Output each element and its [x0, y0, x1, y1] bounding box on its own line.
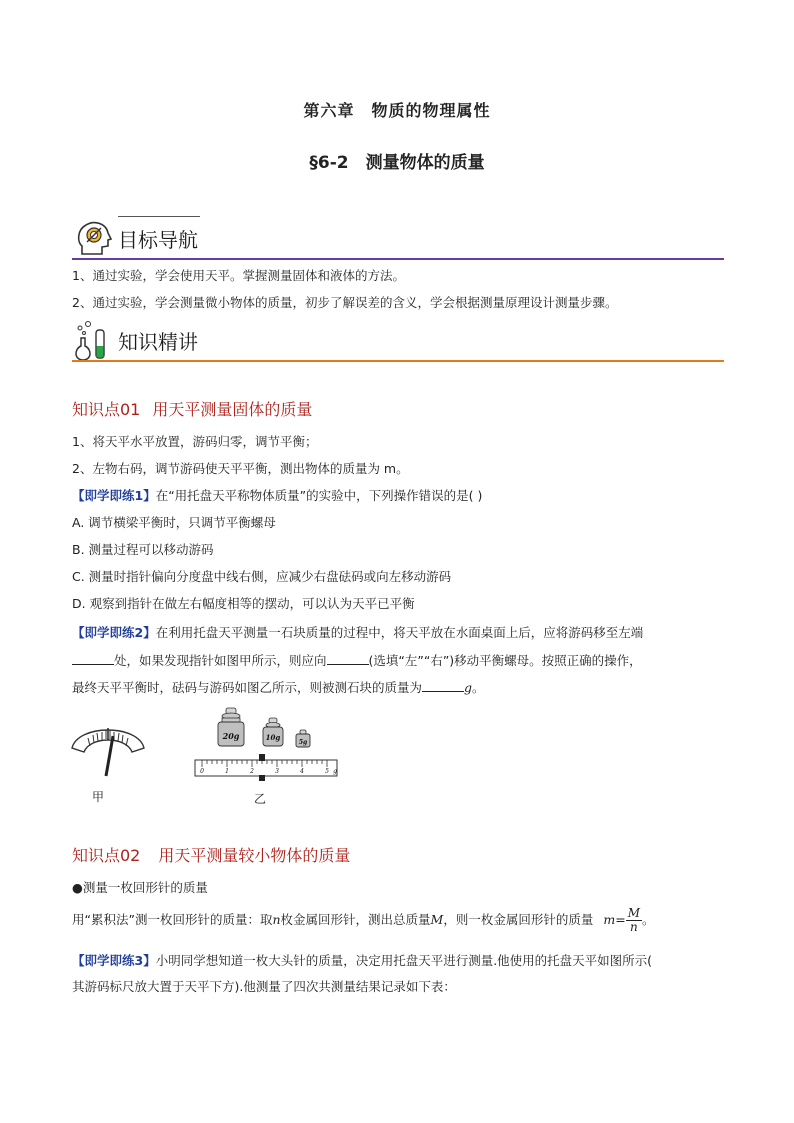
- weights-scale-figure: [190, 706, 350, 786]
- fraction-numerator: M: [627, 906, 640, 920]
- goals-rule: [72, 258, 724, 260]
- var-m: m: [603, 912, 616, 927]
- scale-tick-label: 5: [325, 768, 329, 775]
- var-M: M: [430, 912, 444, 927]
- weight-20g: [218, 708, 244, 746]
- exercise-2-line-2: [72, 651, 724, 671]
- kp2-bullet: ●测量一枚回形针的质量: [72, 880, 208, 895]
- kp2-number: 知识点02: [72, 846, 141, 865]
- exercise-1-option-d: D. 观察到指针在做左右幅度相等的摆动，可以认为天平已平衡: [72, 596, 415, 611]
- section-title: §6-2 测量物体的质量: [309, 153, 485, 173]
- scale-tick-label: 2: [250, 768, 254, 775]
- scale-tick-label: 1: [225, 768, 229, 775]
- exercise-2-line-3: [72, 678, 724, 698]
- dial-pointer-figure: [68, 718, 148, 782]
- goals-heading: 目标导航: [118, 228, 198, 252]
- kp1-step-2: 2、左物右码，调节游码使天平平衡，测出物体的质量为 m。: [72, 461, 409, 476]
- knowledge-rule: [72, 360, 724, 362]
- answer-blank: [422, 679, 464, 692]
- exercise-2-line-1: [72, 623, 724, 643]
- knowledge-heading: 知识精讲: [118, 330, 198, 354]
- flask-icon: [72, 320, 112, 362]
- answer-blank: [72, 652, 114, 665]
- exercise-1-text: 在“用托盘天平称物体质量”的实验中，下列操作错误的是( ): [155, 488, 483, 503]
- goals-section-header: [72, 216, 724, 260]
- exercise-2-tag: 【即学即练2】: [72, 625, 156, 640]
- head-target-icon: [74, 218, 114, 258]
- kp1-step-1: 1、将天平水平放置，游码归零，调节平衡；: [72, 434, 318, 449]
- scale-tick-label: 3: [275, 768, 279, 775]
- exercise-2-text-1: 在利用托盘天平测量一石块质量的过程中，将天平放在水面桌面上后，应将游码移至左端: [155, 625, 644, 640]
- var-n: n: [272, 912, 281, 927]
- kp2-title: [72, 843, 350, 866]
- period: 。: [472, 680, 485, 695]
- weight-10g-label: 10g: [265, 733, 281, 742]
- caption-jia: 甲: [92, 790, 105, 804]
- kp2-title-text: 用天平测量较小物体的质量: [158, 846, 351, 865]
- goals-top-rule: [118, 216, 200, 217]
- chapter-title: 第六章 物质的物理属性: [303, 101, 491, 120]
- kp1-title-text: 用天平测量固体的质量: [152, 400, 313, 419]
- kp2-method: [72, 906, 724, 934]
- exercise-3-tag: 【即学即练3】: [72, 953, 156, 968]
- fraction-M-over-n: [626, 907, 642, 934]
- exercise-2-text-3: 最终天平平衡时，砝码与游码如图乙所示，则被测石块的质量为: [72, 680, 423, 695]
- knowledge-section-header: [72, 318, 724, 362]
- method-text-a: 用“累积法”测一枚回形针的质量：取: [72, 912, 273, 927]
- weight-5g-label: 5g: [298, 739, 308, 746]
- rider-scale-bar: [195, 760, 337, 776]
- weight-10g: [263, 718, 283, 746]
- exercise-3-text-1: 小明同学想知道一枚大头针的质量，决定用托盘天平进行测量.他使用的托盘天平如图所示(: [155, 953, 653, 968]
- method-text-c: ，则一枚金属回形针的质量: [443, 912, 594, 927]
- weight-5g: [296, 730, 310, 747]
- exercise-2-text-2a: 处，如果发现指针如图甲所示，则应向: [114, 653, 327, 668]
- scale-tick-label: 0: [200, 768, 204, 775]
- method-text-b: 枚金属回形针，测出总质量: [280, 912, 431, 927]
- goal-item-2: 2、通过实验，学会测量微小物体的质量，初步了解误差的含义，学会根据测量原理设计测量步骤。: [72, 295, 618, 310]
- period: 。: [641, 912, 655, 927]
- fraction-denominator: n: [629, 920, 638, 934]
- scale-tick-label: g: [333, 768, 337, 775]
- kp1-number: 知识点01: [72, 400, 141, 419]
- answer-blank: [327, 652, 369, 665]
- caption-yi: 乙: [254, 792, 267, 806]
- kp1-title: [72, 397, 312, 420]
- rider-bottom: [259, 775, 265, 781]
- exercise-1-option-b: B. 测量过程可以移动游码: [72, 542, 214, 557]
- goal-item-1: 1、通过实验，学会使用天平。掌握测量固体和液体的方法。: [72, 268, 405, 283]
- exercise-3-line-1: [72, 951, 724, 971]
- exercise-1-option-c: C. 测量时指针偏向分度盘中线右侧，应减少右盘砝码或向左移动游码: [72, 569, 452, 584]
- exercise-1-tag: 【即学即练1】: [72, 488, 156, 503]
- weight-20g-label: 20g: [222, 731, 240, 741]
- exercise-1-question: [72, 486, 724, 506]
- exercise-1-option-a: A. 调节横梁平衡时，只调节平衡螺母: [72, 515, 276, 530]
- scale-tick-label: 4: [300, 768, 304, 775]
- rider-top: [259, 754, 265, 761]
- unit-g: g: [464, 680, 473, 695]
- equals-sign: =: [615, 912, 626, 927]
- exercise-2-text-2b: (选填“左”“右”)移动平衡螺母。按照正确的操作，: [368, 653, 642, 668]
- exercise-3-line-2: 其游码标尺放大置于天平下方).他测量了四次共测量结果记录如下表：: [72, 979, 456, 994]
